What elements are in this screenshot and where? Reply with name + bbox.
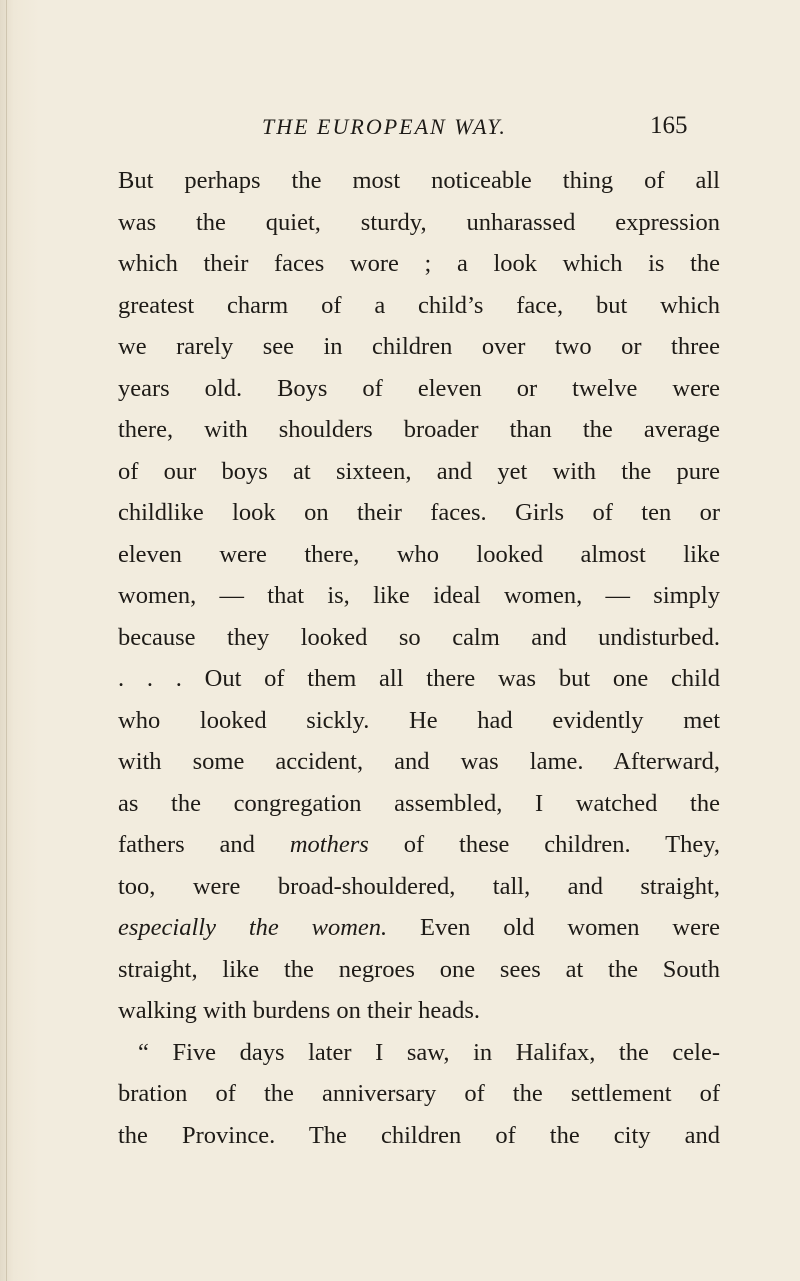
text-line xyxy=(118,1032,720,1074)
text-run: walking with burdens on their heads. xyxy=(118,997,480,1024)
text-run: childlike look on their faces. Girls of ten or xyxy=(118,499,720,526)
text-run: as the congregation assembled, I watched the xyxy=(118,789,720,817)
text-run: fathers and xyxy=(118,831,290,858)
text-line xyxy=(118,907,720,949)
text-line xyxy=(118,368,720,410)
text-run: was the quiet, sturdy, unharassed expression xyxy=(118,208,720,236)
text-line xyxy=(118,243,720,285)
text-line xyxy=(118,700,720,742)
text-run: straight, like the negroes one sees at the South xyxy=(118,955,720,983)
page-number: 165 xyxy=(650,112,688,139)
text-run: of these children. They, xyxy=(368,831,720,858)
text-run: years old. Boys of eleven or twelve were xyxy=(118,374,720,402)
text-line xyxy=(118,1115,720,1157)
text-run: there, with shoulders broader than the average xyxy=(118,416,720,443)
text-line xyxy=(118,990,720,1032)
text-line xyxy=(118,783,720,825)
text-run: greatest charm of a child’s face, but which xyxy=(118,291,720,319)
text-run: we rarely see in children over two or three xyxy=(118,333,720,360)
text-line xyxy=(118,534,720,576)
text-run: because they looked so calm and undisturbed. xyxy=(118,623,720,651)
body-text xyxy=(118,160,720,1156)
text-run: eleven were there, who looked almost like xyxy=(118,540,720,568)
text-run: which their faces wore ; a look which is the xyxy=(118,250,720,277)
text-line xyxy=(118,160,720,202)
italic-text: mothers xyxy=(289,831,369,858)
text-run: “ Five days later I saw, in Halifax, the cele- xyxy=(138,1038,720,1066)
text-line xyxy=(118,492,720,534)
text-run: . . . Out of them all there was but one child xyxy=(118,665,720,692)
text-line xyxy=(118,451,720,493)
text-line xyxy=(118,326,720,368)
text-run: of our boys at sixteen, and yet with the pure xyxy=(118,457,720,485)
page-gutter-edge xyxy=(6,0,7,1281)
text-run: who looked sickly. He had evidently met xyxy=(118,706,720,734)
text-line xyxy=(118,741,720,783)
text-line xyxy=(118,824,720,866)
text-line xyxy=(118,202,720,244)
text-line xyxy=(118,617,720,659)
text-run: too, were broad-shouldered, tall, and straight, xyxy=(118,872,720,900)
text-run: But perhaps the most noticeable thing of all xyxy=(118,167,720,194)
text-line xyxy=(118,949,720,991)
text-run: the Province. The children of the city and xyxy=(118,1121,720,1149)
page-header xyxy=(0,104,800,144)
text-line xyxy=(118,285,720,327)
text-run: Even old women were xyxy=(387,914,720,941)
text-run: women, — that is, like ideal women, — simply xyxy=(118,582,720,609)
text-run: with some accident, and was lame. Afterward, xyxy=(118,748,720,775)
text-line xyxy=(118,409,720,451)
text-line xyxy=(118,1073,720,1115)
italic-text: especially the women. xyxy=(118,914,388,941)
text-line xyxy=(118,866,720,908)
text-run: bration of the anniversary of the settlement of xyxy=(118,1080,720,1107)
text-line xyxy=(118,658,720,700)
text-line xyxy=(118,575,720,617)
running-head: THE EUROPEAN WAY. xyxy=(262,114,507,139)
